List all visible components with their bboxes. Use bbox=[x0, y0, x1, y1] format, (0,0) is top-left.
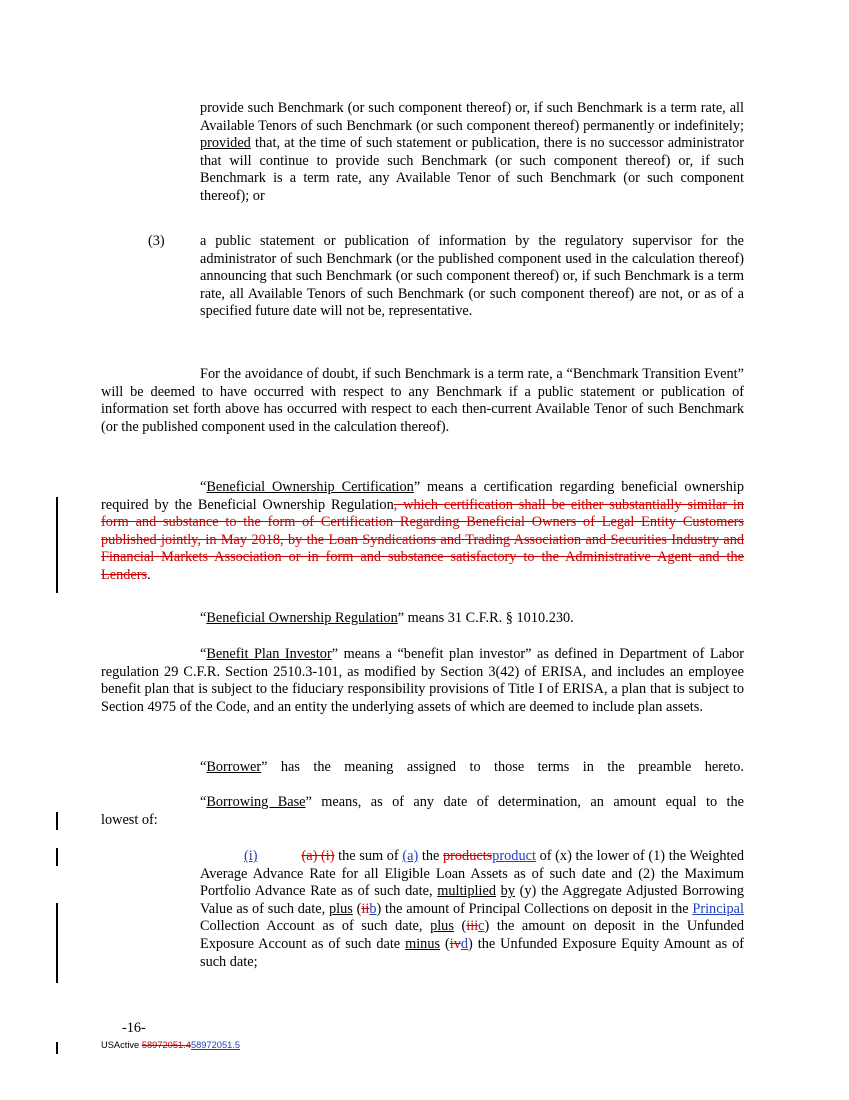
inserted-text: b bbox=[369, 900, 377, 917]
text: the sum of bbox=[334, 848, 403, 864]
beneficial-ownership-certification-definition bbox=[101, 479, 744, 585]
minus-term: minus bbox=[405, 935, 441, 952]
provided-term: provided bbox=[200, 135, 251, 152]
footer-label: USActive bbox=[101, 1040, 142, 1050]
text: ” means 31 C.F.R. § 1010.230. bbox=[397, 610, 574, 626]
defined-term: Beneficial Ownership Regulation bbox=[206, 610, 398, 626]
deleted-text: iv bbox=[449, 935, 461, 952]
avoidance-paragraph: For the avoidance of doubt, if such Benchmark is a term rate, a “Benchmark Transition Event” will be deemed to have occurred with respect to any Benchmark if a public statement or publication of information set forth above has occurred with respect to each then-current Available Tenor of such Benchmark (or the published component used in the calculation thereof). bbox=[101, 366, 744, 435]
deleted-text: , which certification shall be either substantially similar in form and substance to the form of Certification Regarding Beneficial Owners of Legal Entity Customers published jointly, in May 2018, by the Loan Syndications and Trading Association and Securities Industry and Financial Markets Association or in form and substance satisfactory to the Administrative Agent and the Lenders bbox=[101, 496, 745, 583]
text: . bbox=[147, 566, 151, 583]
change-bar bbox=[56, 903, 58, 983]
borrowing-base-item-i bbox=[200, 848, 744, 971]
deleted-text: (a) (i) bbox=[301, 848, 335, 864]
text: the bbox=[418, 848, 443, 864]
defined-term: Benefit Plan Investor bbox=[206, 646, 332, 662]
text: “ bbox=[200, 759, 207, 775]
text: ” means a “benefit plan investor” as defined in Department of Labor regulation 29 C.F.R. Section 2510.3-101, as modified by Section 3(42) of ERISA, and includes an employee benefit plan that is subject to the fiduciary responsibility provisions of Title I of ERISA, a plan that is subject to Section 4975 of the Code, and an entity the underlying assets of which are deemed to include plan assets. bbox=[101, 646, 744, 715]
defined-term: Borrowing Base bbox=[206, 794, 306, 810]
text: of (x) the lower of (1) the Weighted Average Advance Rate for all Eligible Loan Assets as of such date and (2) the Maximum Portfolio Advance Rate as of such date, bbox=[200, 848, 744, 900]
item-3-paragraph: a public statement or publication of information by the regulatory supervisor for the administrator of such Benchmark (or the published component used in the calculation thereof) announcing that such Benchmark (or such component thereof) or, if such Benchmark is a term rate, all Available Tenors of such Benchmark (or such component thereof) are not, or as of a specified future date will not be, representative. bbox=[200, 233, 744, 320]
text: ” has the meaning assigned to those terms in the preamble hereto. bbox=[261, 759, 744, 775]
borrowing-base-continuation: lowest of: bbox=[101, 812, 158, 828]
plus-term: plus bbox=[328, 900, 353, 917]
text: “ bbox=[200, 610, 207, 626]
beneficial-ownership-regulation-definition bbox=[101, 610, 744, 628]
change-bar bbox=[56, 497, 58, 593]
text: ) the amount of Principal Collections on deposit in the bbox=[376, 900, 693, 917]
benefit-plan-investor-definition bbox=[101, 646, 744, 716]
inserted-text: d bbox=[460, 935, 469, 952]
deleted-doc-id: 58972051.4 bbox=[141, 1040, 191, 1050]
text: (y) the Aggregate Adjusted Borrowing Value as of such date, bbox=[200, 883, 745, 917]
text: ) the Unfunded Exposure Equity Amount as of such date; bbox=[200, 935, 744, 970]
deleted-text: products bbox=[443, 848, 493, 864]
text: that, at the time of such statement or publication, there is no successor administrator that will continue to provide such Benchmark (or such component thereof) or, if such Benchmark is a term rate, any Available Tenor of such Benchmark (or such component thereof); or bbox=[200, 135, 744, 204]
text: provide such Benchmark (or such component thereof) or, if such Benchmark is a term rate, all Available Tenors of such Benchmark (or such component thereof) permanently or indefinitely; bbox=[200, 100, 744, 134]
change-bar bbox=[56, 812, 58, 830]
inserted-doc-id: 58972051.5 bbox=[190, 1040, 241, 1050]
text: ( bbox=[440, 935, 450, 952]
text: ” means a certification regarding beneficial ownership required by the Beneficial Ownership Regulation bbox=[101, 479, 744, 513]
text: ( bbox=[352, 900, 362, 917]
multiplied-term: multiplied bbox=[437, 883, 496, 900]
text: Collection Account as of such date, bbox=[200, 918, 431, 935]
document-id-footer bbox=[101, 1040, 240, 1050]
defined-term: Borrower bbox=[206, 759, 262, 775]
page-number: -16- bbox=[122, 1020, 146, 1036]
text: ” means, as of any date of determination, an amount equal to the bbox=[305, 794, 744, 810]
text: ) the amount on deposit in the Unfunded Exposure Account as of such date bbox=[200, 918, 745, 952]
inserted-text: Principal bbox=[692, 900, 744, 917]
defined-term: Beneficial Ownership Certification bbox=[206, 479, 414, 495]
text: “ bbox=[200, 479, 207, 495]
inserted-text: (a) bbox=[402, 848, 419, 864]
item-number: (3) bbox=[148, 233, 165, 249]
deleted-text: ii bbox=[361, 900, 370, 917]
text: ( bbox=[453, 918, 467, 935]
text: “ bbox=[200, 794, 207, 810]
borrower-definition bbox=[200, 759, 744, 777]
plus-term: plus bbox=[430, 918, 454, 935]
change-bar bbox=[56, 848, 58, 866]
inserted-text: c bbox=[478, 918, 485, 935]
deleted-text: iii bbox=[466, 918, 479, 935]
borrowing-base-definition bbox=[200, 794, 744, 812]
benchmark-continuation-paragraph bbox=[200, 100, 744, 206]
by-term: by bbox=[500, 883, 515, 900]
text: “ bbox=[200, 646, 207, 662]
inserted-text: product bbox=[492, 848, 536, 864]
change-bar bbox=[56, 1042, 58, 1054]
inserted-text: (i) bbox=[244, 848, 258, 864]
